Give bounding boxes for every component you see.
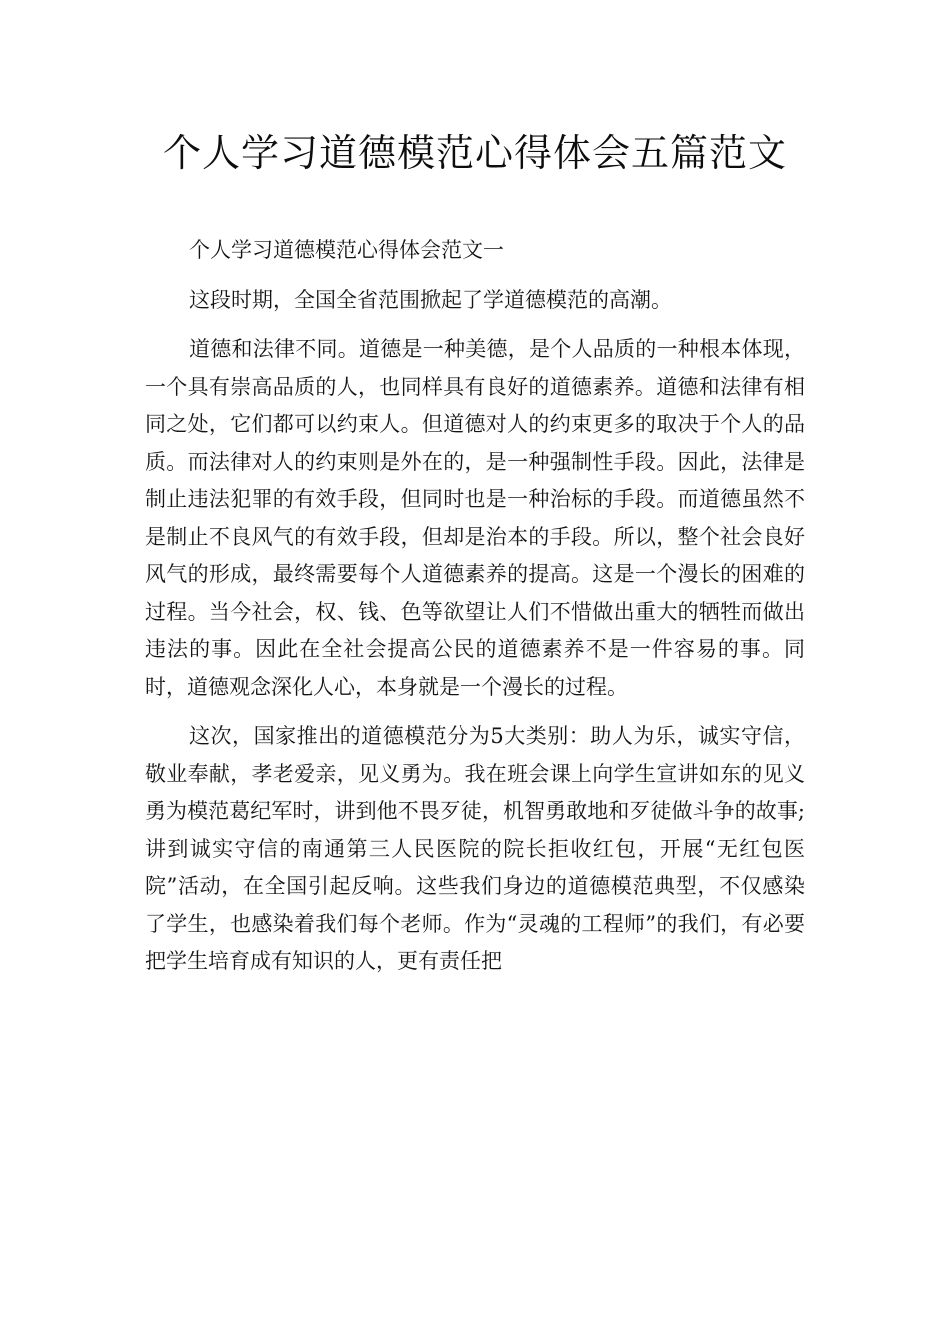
document-title: 个人学习道德模范心得体会五篇范文: [162, 131, 787, 175]
paragraph-five-categories: 这次，国家推出的道德模范分为5大类别：助人为乐，诚实守信，敬业奉献，孝老爱亲，见义勇为。我在班会课上向学生宣讲如东的见义勇为模范葛纪军时，讲到他不畏歹徒，机智勇敢地和歹徒做斗争的故事;讲到诚实守信的南通第三人民医院的院长拒收红包，开展“无红包医院”活动，在全国引起反响。这些我们身边的道德模范典型，不仅感染了学生，也感染着我们每个老师。作为“灵魂的工程师”的我们，有必要把学生培育成有知识的人，更有责任把: [145, 724, 805, 973]
document-body: [145, 232, 805, 993]
paragraph-intro: 这段时期，全国全省范围掀起了学道德模范的高潮。: [189, 287, 672, 312]
paragraph-morality-vs-law: 道德和法律不同。道德是一种美德，是个人品质的一种根本体现，一个具有崇高品质的人，也同样具有良好的道德素养。道德和法律有相同之处，它们都可以约束人。但道德对人的约束更多的取决于个人的品质。而法律对人的约束则是外在的，是一种强制性手段。因此，法律是制止违法犯罪的有效手段，但同时也是一种治标的手段。而道德虽然不是制止不良风气的有效手段，但却是治本的手段。所以，整个社会良好风气的形成，最终需要每个人道德素养的提高。这是一个漫长的困难的过程。当今社会，权、钱、色等欲望让人们不惜做出重大的牺牲而做出违法的事。因此在全社会提高公民的道德素养不是一件容易的事。同时，道德观念深化人心，本身就是一个漫长的过程。: [145, 337, 805, 699]
section-heading: 个人学习道德模范心得体会范文一: [189, 238, 504, 262]
